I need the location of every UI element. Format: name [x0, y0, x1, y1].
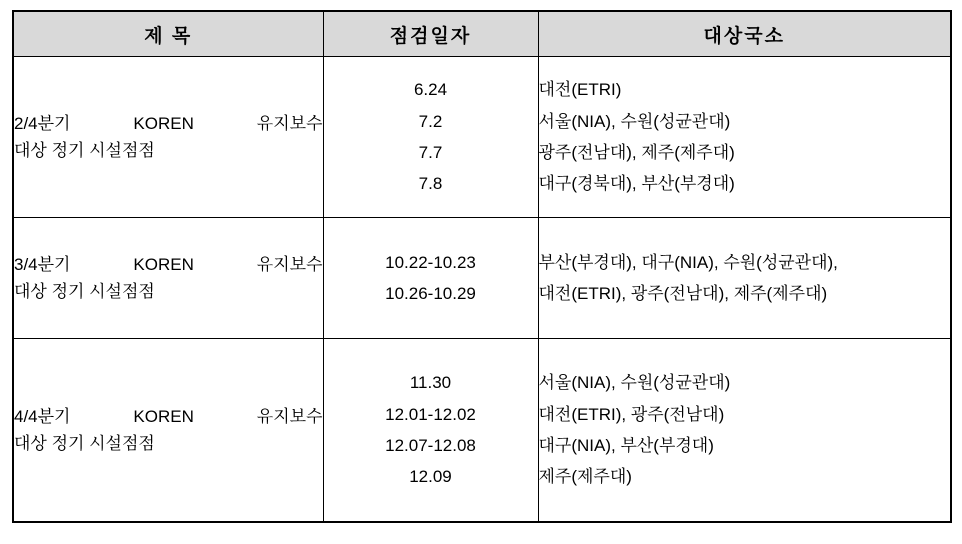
- title-line: 대상 정기 시설점점: [14, 141, 155, 160]
- site-item: 대전(ETRI), 광주(전남대): [538, 404, 725, 424]
- site-item: 서울(NIA), 수원(성균관대): [538, 111, 731, 131]
- title-line: [14, 110, 323, 137]
- title-word: 2/4분기: [14, 113, 71, 133]
- title-word: KOREN: [133, 406, 194, 426]
- title-line: 대상 정기 시설점점: [14, 282, 155, 301]
- maintenance-schedule-table: [12, 10, 952, 523]
- table-body: [13, 57, 951, 523]
- title-line: [14, 251, 323, 278]
- title-word: 유지보수: [256, 113, 323, 133]
- title-word: KOREN: [133, 254, 194, 274]
- column-header-site: 대상국소: [538, 11, 951, 57]
- date-item: 12.07-12.08: [385, 436, 476, 455]
- site-item: 광주(전남대), 제주(제주대): [538, 143, 735, 162]
- date-item: 11.30: [409, 373, 452, 393]
- site-item: 대구(NIA), 부산(부경대): [538, 436, 714, 455]
- column-header-title: 제 목: [13, 11, 323, 57]
- site-item: 부산(부경대), 대구(NIA), 수원(성균관대),: [538, 252, 838, 272]
- cell-sites: [538, 339, 951, 523]
- site-item: 서울(NIA), 수원(성균관대): [538, 373, 731, 393]
- site-item: 대전(ETRI), 광주(전남대), 제주(제주대): [538, 284, 828, 303]
- date-item: 12.09: [409, 467, 452, 487]
- cell-dates: [323, 339, 538, 523]
- date-item: 7.7: [418, 143, 443, 162]
- site-item: 대전(ETRI): [538, 80, 622, 100]
- cell-title: [13, 339, 323, 523]
- table-row: [13, 218, 951, 339]
- title-word: 유지보수: [256, 406, 323, 426]
- column-header-date: 점검일자: [323, 11, 538, 57]
- date-item: 12.01-12.02: [385, 404, 476, 424]
- cell-dates: [323, 218, 538, 339]
- title-word: 유지보수: [256, 254, 323, 274]
- table-header-row: [13, 11, 951, 57]
- cell-title: [13, 57, 323, 218]
- table-row: [13, 339, 951, 523]
- title-word: KOREN: [133, 113, 194, 133]
- cell-sites: [538, 218, 951, 339]
- site-item: 제주(제주대): [538, 467, 632, 487]
- table-row: [13, 57, 951, 218]
- title-word: 3/4분기: [14, 254, 71, 274]
- title-word: 4/4분기: [14, 406, 71, 426]
- date-item: 6.24: [413, 80, 448, 100]
- site-item: 대구(경북대), 부산(부경대): [538, 174, 735, 194]
- date-item: 7.2: [418, 111, 443, 131]
- table-header: [13, 11, 951, 57]
- cell-dates: [323, 57, 538, 218]
- title-line: 대상 정기 시설점점: [14, 434, 155, 453]
- date-item: 7.8: [418, 174, 443, 194]
- date-item: 10.22-10.23: [385, 252, 476, 272]
- cell-sites: [538, 57, 951, 218]
- date-item: 10.26-10.29: [385, 284, 476, 303]
- title-line: [14, 403, 323, 430]
- cell-title: [13, 218, 323, 339]
